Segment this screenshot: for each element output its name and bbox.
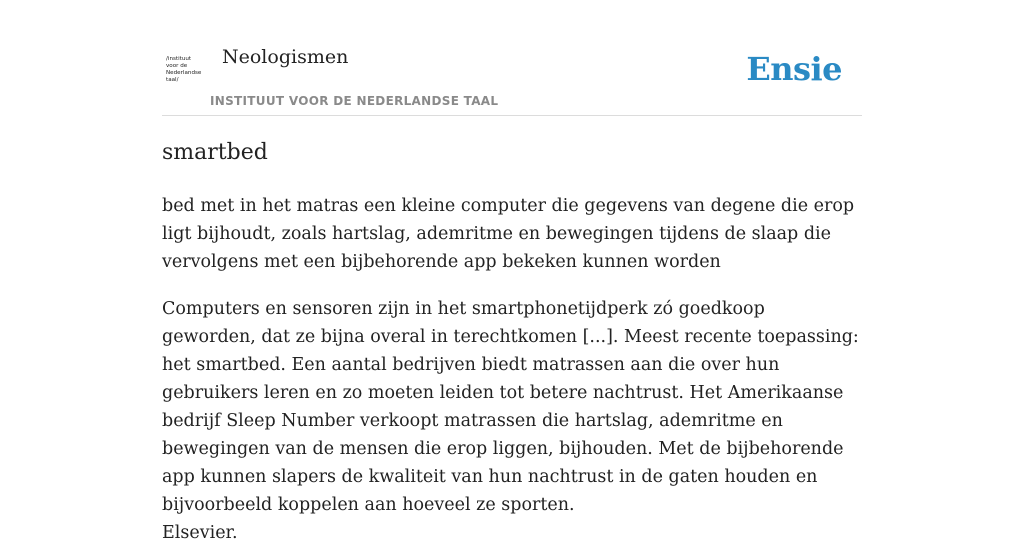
entry-quote — [162, 295, 862, 547]
quote-text: Computers en sensoren zijn in het smartphonetijdperk zó goedkoop geworden, dat ze bijna overal in terechtkomen [...]. Meest recente toepassing: het smartbed. Een aantal bedrijven biedt matrassen aan die over hun gebruikers leren en zo moeten leiden tot betere nachtrust. Het Amerikaanse bedrijf Sleep Number verkoopt matrassen die hartslag, ademritme en bewegingen van de mensen die erop liggen, bijhouden. Met de bijbehorende app kunnen slapers de kwaliteit van hun nachtrust in de gaten houden en bijvoorbeeld koppelen aan hoeveel ze sporten. — [162, 299, 859, 515]
logo-line: Nederlandse — [166, 70, 202, 76]
header — [162, 0, 862, 116]
brand-logo[interactable]: Ensie — [746, 50, 842, 88]
logo-line: voor de — [166, 63, 188, 69]
publisher-name: INSTITUUT VOOR DE NEDERLANDSE TAAL — [210, 94, 499, 108]
quote-source: Elsevier. — [162, 523, 238, 543]
logo-line: /instituut — [166, 56, 192, 62]
entry-card — [162, 0, 862, 543]
entry-definition: bed met in het matras een kleine computer die gegevens van degene die erop ligt bijhoudt, zoals hartslag, ademritme en bewegingen tijdens de slaap die vervolgens met een bijbehorende app bekeken kunnen worden — [162, 196, 855, 272]
logo-line: taal/ — [166, 77, 179, 83]
entry-term: smartbed — [162, 140, 268, 165]
source-title[interactable]: Neologismen — [222, 46, 349, 68]
institute-logo[interactable] — [166, 56, 208, 84]
